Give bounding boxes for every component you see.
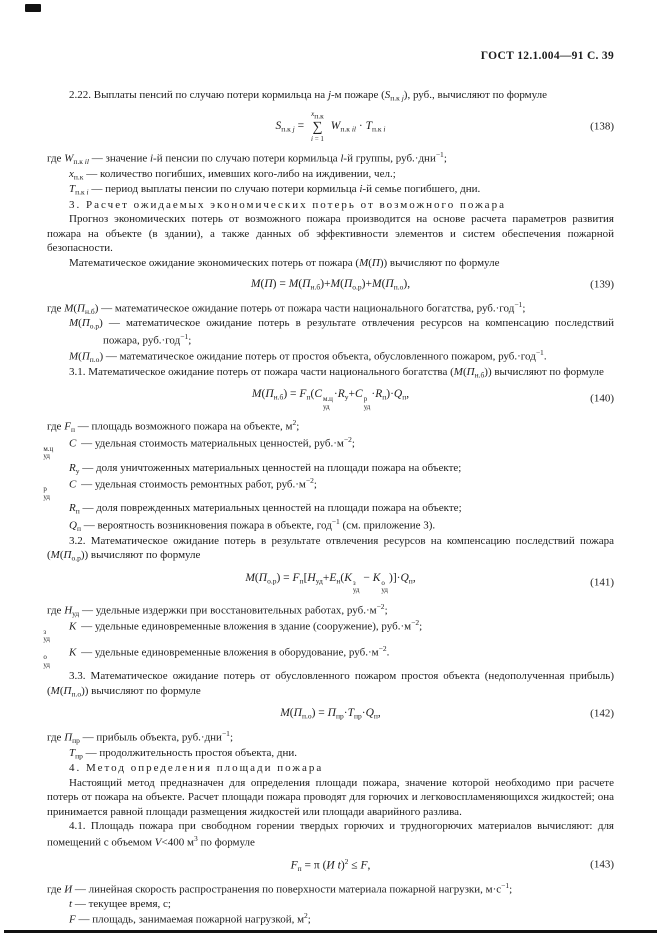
- page-header: ГОСТ 12.1.004—91 С. 39: [480, 50, 614, 62]
- paragraph: 3.2. Математическое ожидание потерь в результате отвлечения ресурсов на компенсацию последствий пожара $(М(П_{о.р}))$ вычисляют по формуле: [47, 534, 614, 563]
- document-content: [43, 88, 614, 927]
- formula: [47, 706, 614, 721]
- stacked-sub-sup: з уд: [352, 578, 360, 595]
- formula-number: (140): [590, 392, 614, 405]
- definition-line: $Q_п$ — вероятность возникновения пожара в объекте, год$^{-1}$ (см. приложение 3).: [69, 516, 436, 533]
- section-heading: 4. Метод определения площади пожара: [69, 762, 324, 775]
- definition-line: $R_у$ — доля уничтоженных материальных ценностей на площади пожара на объекте;: [69, 461, 462, 475]
- definition-line: К з уд — удельные единовременные вложения в здание (сооружение), $руб.\cdot м^{-2}$;: [43, 618, 423, 644]
- definition-line: $T_{п.к}$ $_i$ — период выплаты пенсии по случаю потери кормильца i-й семье погибшего, дни.: [69, 183, 481, 197]
- paragraph: 3.1. Математическое ожидание потерь от пожара части национального богатства $(М(П_{н.б}))$ вычисляют по формуле: [69, 365, 604, 380]
- stacked-sub-sup: м.ц уд: [322, 395, 333, 411]
- formula-expression: $М(П_{о.р}) = F_п[Н_{уд}+Е_н(К$ з уд − К о уд )]$\cdot Q_п$,: [245, 571, 416, 595]
- formula: [47, 387, 614, 411]
- definition-line: где $П_{пр}$ — прибыль объекта, руб.·дни$^{-1}$;: [47, 728, 233, 745]
- formula: [47, 857, 614, 874]
- definition-line: где $F_п$ — площадь возможного пожара на объекте, $м^2$;: [47, 418, 300, 435]
- formula: [47, 571, 614, 595]
- stacked-sub-sup: р уд: [363, 395, 371, 411]
- scan-artifact-bottom: [4, 930, 657, 933]
- definition-line: $Т_{пр}$ — продолжительность простоя объекта, дни.: [69, 746, 298, 761]
- definition-line: С р уд — удельная стоимость ремонтных работ, $руб.\cdot м^{-2}$;: [43, 475, 317, 501]
- formula-number: (141): [590, 576, 614, 589]
- definition-line: где $М(П_{н.б})$ — математическое ожидание потерь от пожара части национального богатства, руб.·год$^{-1}$;: [47, 299, 526, 316]
- definition-line: К о уд — удельные единовременные вложения в оборудование, $руб.\cdot м^{-2}$.: [43, 643, 390, 669]
- formula-number: (138): [590, 120, 614, 133]
- definition-line: где $Н_{уд}$ — удельные издержки при восстановительных работах, $руб.\cdot м^{-2}$;: [47, 601, 388, 618]
- definition-line: где И — линейная скорость распространения по поверхности материала пожарной нагрузки, $м\cdot с^{-1}$;: [47, 880, 513, 896]
- definition-line: где $W_{п.к}$ $_{il}$ — значение i-й пенсии по случаю потери кормильца l-й группы, руб.·дни$^{-1}$;: [47, 149, 447, 166]
- formula-expression: $М(П_{н.б}) = F_п(С$ м.ц уд $\cdot R_у+С$ р уд $\cdot R_п)\cdot Q_п$,: [251, 388, 410, 411]
- summation-symbol: xп.к ∑ i = 1: [311, 110, 324, 143]
- formula-expression: $М(П) = М(П_{н.б})+М(П_{о.р})+М(П_{п.о})$,: [250, 278, 411, 292]
- formula-number: (139): [590, 278, 614, 291]
- definition-line: t — текущее время, с;: [69, 897, 171, 910]
- paragraph: Прогноз экономических потерь от возможного пожара производится на основе расчета параметров развития пожара на объекте (в здании), а также данных об эффективности элементов и систем обеспечения пожарной безопасности.: [47, 213, 614, 255]
- formula-expression: $F_п = \pi$ (И t)$^2$ ≤ F,: [290, 856, 371, 873]
- definition-line: $x_{п.к}$ — количество погибших, имевших кого-либо на иждивении, чел.;: [69, 167, 396, 182]
- formula-expression: $S_{п.к}$ $_j$ = xп.к ∑ i = 1 $W_{п.к}$ $_{il} \cdot T_{п.к}$ $_i$: [275, 110, 386, 143]
- section-heading: 3. Расчет ожидаемых экономических потерь от возможного пожара: [69, 198, 506, 211]
- definition-line: F — площадь, занимаемая пожарной нагрузкой, $м^2$;: [69, 911, 311, 926]
- paragraph: 4.1. Площадь пожара при свободном горении твердых горючих и трудногорючих материалов вычисляют: для помещений с объемом V<400 $м^3$ по формуле: [47, 820, 614, 849]
- scan-artifact-top: [25, 4, 41, 12]
- formula: [47, 110, 614, 143]
- definition-line: $М(П_{п.о})$ — математическое ожидание потерь от простоя объекта, обусловленного пожаром, руб.·год$^{-1}$.: [69, 347, 547, 364]
- definition-line: С м.ц уд — удельная стоимость материальных ценностей, $руб.\cdot м^{-2}$;: [43, 435, 355, 460]
- definition-line: $R_п$ — доля поврежденных материальных ценностей на площади пожара на объекте;: [69, 502, 462, 516]
- paragraph: Настоящий метод предназначен для определения площади пожара, значение которой необходимо при расчете потерь от пожара на объекте. Расчет площади пожара проводят для горючих и легковоспламеняющихся жидкостей; она принимается равной площади размещения жидкостей или площади аварийного разлива.: [47, 776, 614, 818]
- paragraph: 3.3. Математическое ожидание потерь от обусловленного пожаром простоя объекта (недополученная прибыль) $(М(П_{п.о}))$ вычисляют по формуле: [47, 670, 614, 699]
- stacked-sub-sup: о уд: [381, 578, 388, 595]
- definition-line: $М(П_{о.р})$ — математическое ожидание потерь в результате отвлечения ресурсов на компенсацию последствий пожара, руб.·год$^{-1}$;: [69, 317, 614, 347]
- formula-number: (143): [590, 858, 614, 871]
- formula-expression: $М(П_{п.о}) = П_{пр}\cdot Т_{пр}\cdot Q_п$,: [280, 707, 381, 721]
- formula: [47, 277, 614, 292]
- paragraph: Математическое ожидание экономических потерь от пожара (М(П)) вычисляют по формуле: [69, 256, 500, 269]
- formula-number: (142): [590, 707, 614, 720]
- paragraph: 2.22. Выплаты пенсий по случаю потери кормильца на j-м пожаре ($S_{п.к}$ $_j$), руб., вычисляют по формуле: [69, 89, 548, 103]
